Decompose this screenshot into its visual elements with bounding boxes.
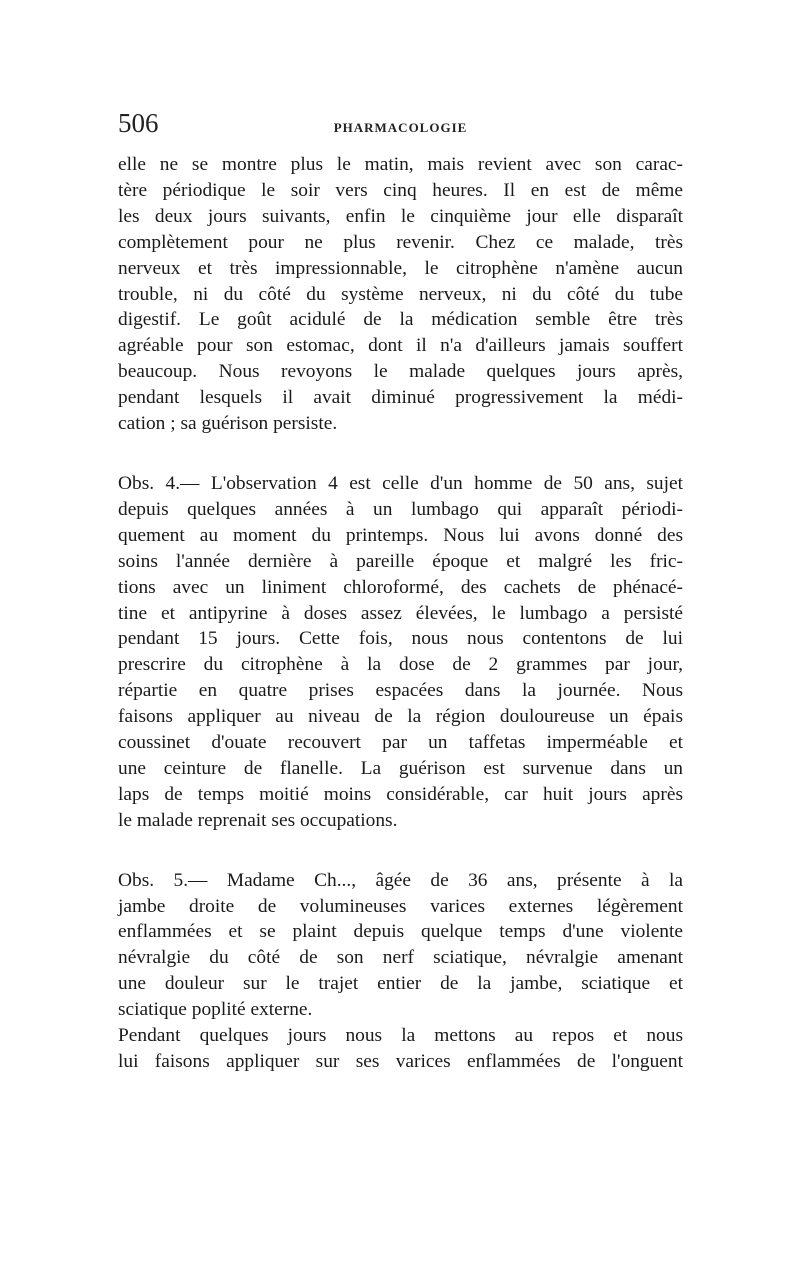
paragraph-spacer (118, 834, 683, 868)
text-line: agréable pour son estomac, dont il n'a d'ailleurs jamais souffert (118, 335, 683, 357)
text-line: Pendant quelques jours nous la mettons au repos et nous (118, 1025, 683, 1047)
paragraph-observation-5 (118, 868, 683, 1023)
text-line: prescrire du citrophène à la dose de 2 grammes par jour, (118, 654, 683, 676)
text-line: répartie en quatre prises espacées dans la journée. Nous (118, 680, 683, 702)
text-line: pendant lesquels il avait diminué progressivement la médi- (118, 387, 683, 409)
text-line: depuis quelques années à un lumbago qui apparaît périodi- (118, 498, 683, 520)
text-line: lui faisons appliquer sur ses varices enflammées de l'onguent (118, 1051, 683, 1072)
text-line: beaucoup. Nous revoyons le malade quelques jours après, (118, 361, 683, 383)
text-line: elle ne se montre plus le matin, mais revient avec son carac- (118, 154, 683, 175)
text-line: Obs. 4.— L'observation 4 est celle d'un homme de 50 ans, sujet (118, 472, 683, 494)
text-line: tions avec un liniment chloroformé, des cachets de phénacé- (118, 576, 683, 598)
text-line: laps de temps moitié moins considérable, car huit jours après (118, 783, 683, 805)
text-line: tère périodique le soir vers cinq heures. Il en est de même (118, 179, 683, 201)
text-line: soins l'année dernière à pareille époque et malgré les fric- (118, 550, 683, 572)
text-line: coussinet d'ouate recouvert par un taffetas imperméable et (118, 732, 683, 754)
page-number: 506 (118, 108, 159, 138)
paragraph-treatment (118, 1023, 683, 1075)
paragraph-spacer (118, 437, 683, 471)
paragraph-continuation (118, 152, 683, 437)
text-line: complètement pour ne plus revenir. Chez ce malade, très (118, 231, 683, 253)
text-line: jambe droite de volumineuses varices externes légèrement (118, 895, 683, 917)
text-line: quement au moment du printemps. Nous lui avons donné des (118, 524, 683, 546)
text-line: sciatique poplité externe. (118, 999, 313, 1021)
text-line: nerveux et très impressionnable, le citrophène n'amène aucun (118, 257, 683, 279)
text-line: Obs. 5.— Madame Ch..., âgée de 36 ans, présente à la (118, 869, 683, 891)
text-line: cation ; sa guérison persiste. (118, 413, 338, 435)
text-line: une douleur sur le trajet entier de la jambe, sciatique et (118, 973, 683, 995)
text-line: tine et antipyrine à doses assez élevées, le lumbago a persisté (118, 602, 683, 624)
body-text (118, 152, 683, 1075)
text-line: trouble, ni du côté du système nerveux, ni du côté du tube (118, 283, 683, 305)
text-line: le malade reprenait ses occupations. (118, 809, 398, 831)
text-line: névralgie du côté de son nerf sciatique, névralgie amenant (118, 947, 683, 969)
text-line: pendant 15 jours. Cette fois, nous nous contentons de lui (118, 628, 683, 650)
page-header (118, 108, 683, 148)
text-line: une ceinture de flanelle. La guérison est survenue dans un (118, 757, 683, 779)
text-line: digestif. Le goût acidulé de la médication semble être très (118, 309, 683, 331)
paragraph-observation-4 (118, 471, 683, 834)
text-line: faisons appliquer au niveau de la région douloureuse un épais (118, 706, 683, 728)
text-line: les deux jours suivants, enfin le cinquième jour elle disparaît (118, 205, 683, 227)
text-line: enflammées et se plaint depuis quelque temps d'une violente (118, 921, 683, 943)
running-title: PHARMACOLOGIE (333, 120, 468, 135)
